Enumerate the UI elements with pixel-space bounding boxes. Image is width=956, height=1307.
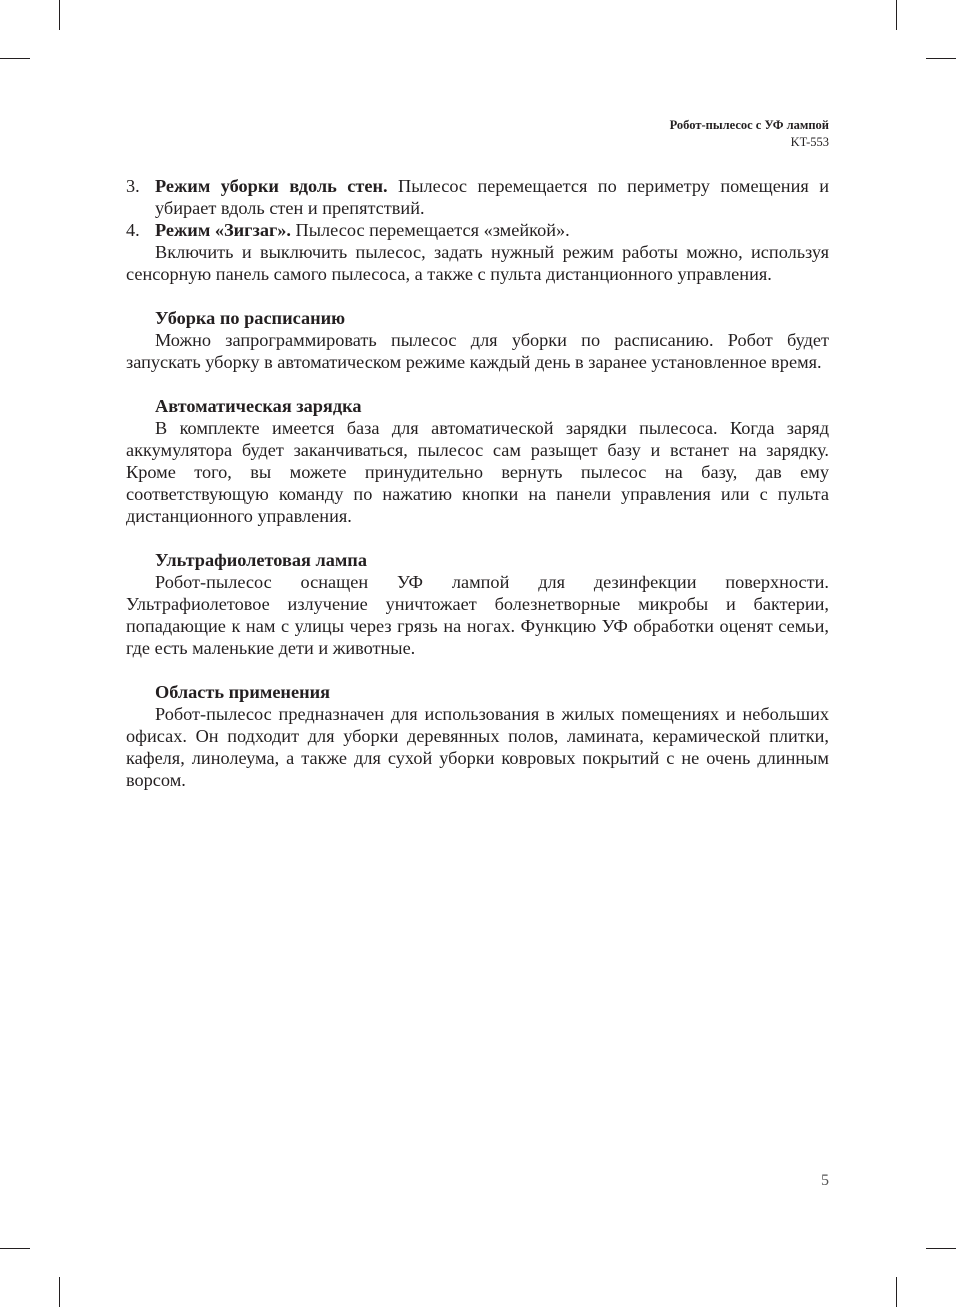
list-body bbox=[155, 219, 829, 241]
section-text: Робот-пылесос предназначен для использования в жилых помещениях и небольших офисах. Он подходит для уборки деревянных полов, ламината, керамической плитки, кафеля, линолеума, а также для сухой уборки ковровых покрытий с не очень длинным ворсом. bbox=[126, 704, 829, 790]
running-head-product: Робот-пылесос с УФ лампой bbox=[669, 118, 829, 132]
list-item-zigzag-mode bbox=[126, 219, 829, 241]
intro-paragraph: Включить и выключить пылесос, задать нужный режим работы можно, используя сенсорную панель самого пылесоса, а также с пульта дистанционного управления. bbox=[126, 242, 829, 284]
crop-mark-top-right bbox=[896, 0, 897, 30]
section-application bbox=[126, 681, 829, 791]
list-text: Пылесос перемещается по периметру помещения и убирает вдоль стен и препятствий. bbox=[155, 176, 830, 218]
list-item-wall-mode bbox=[126, 175, 829, 219]
list-text: Пылесос перемещается «змейкой». bbox=[290, 220, 570, 240]
list-body bbox=[155, 175, 829, 219]
crop-mark-right-bottom bbox=[926, 1248, 956, 1249]
section-text: Робот-пылесос оснащен УФ лампой для дезинфекции поверхности. Ультрафиолетовое излучение уничтожает болезнетворные микробы и бактерии, попадающие к нам с улицы через грязь на ногах. Функцию УФ обработки оценят семьи, где есть маленькие дети и животные. bbox=[126, 572, 829, 658]
running-head bbox=[670, 117, 829, 151]
list-term: Режим «Зигзаг». bbox=[155, 220, 291, 240]
section-title: Область применения bbox=[155, 682, 331, 702]
section-uv-lamp bbox=[126, 549, 829, 659]
section-text: Можно запрограммировать пылесос для уборки по расписанию. Робот будет запускать уборку в автоматическом режиме каждый день в заранее установленное время. bbox=[126, 330, 829, 372]
page-number: 5 bbox=[821, 1172, 829, 1189]
list-number: 3. bbox=[126, 176, 140, 196]
section-title: Автоматическая зарядка bbox=[155, 396, 362, 416]
crop-mark-left-bottom bbox=[0, 1248, 30, 1249]
section-title: Ультрафиолетовая лампа bbox=[155, 550, 367, 570]
crop-mark-left-top bbox=[0, 58, 30, 59]
section-text: В комплекте имеется база для автоматической зарядки пылесоса. Когда заряд аккумулятора будет заканчиваться, пылесос сам разыщет базу и встанет на зарядку. Кроме того, вы можете принудительно вернуть пылесос на базу, дав ему соответствующую команду по нажатию кнопки на панели управления или с пульта дистанционного управления. bbox=[126, 418, 829, 526]
list-term: Режим уборки вдоль стен. bbox=[155, 176, 388, 196]
section-schedule bbox=[126, 307, 829, 373]
crop-mark-top-left bbox=[59, 0, 60, 30]
crop-mark-right-top bbox=[926, 58, 956, 59]
crop-mark-bottom-left bbox=[59, 1277, 60, 1307]
running-head-model: KT-553 bbox=[790, 135, 829, 149]
section-auto-charging bbox=[126, 395, 829, 527]
crop-mark-bottom-right bbox=[896, 1277, 897, 1307]
page-content bbox=[126, 175, 829, 791]
section-title: Уборка по расписанию bbox=[155, 308, 346, 328]
list-number: 4. bbox=[126, 220, 140, 240]
